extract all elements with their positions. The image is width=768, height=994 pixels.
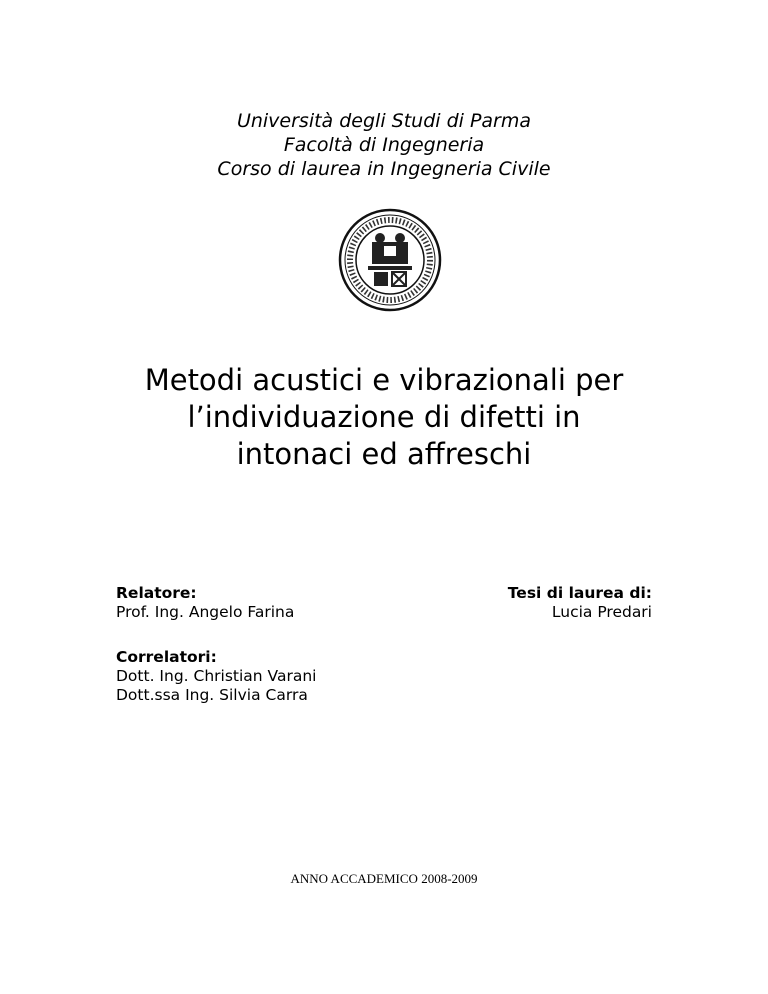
relatore-label: Relatore: bbox=[116, 584, 197, 602]
course-name: Corso di laurea in Ingegneria Civile bbox=[217, 158, 551, 180]
correlatore-name: Dott. Ing. Christian Varani bbox=[116, 667, 317, 685]
author-label: Tesi di laurea di: bbox=[507, 584, 652, 602]
author-name: Lucia Predari bbox=[551, 603, 652, 621]
correlatore-name: Dott.ssa Ing. Silvia Carra bbox=[116, 686, 308, 704]
faculty-name: Facoltà di Ingegneria bbox=[283, 134, 485, 156]
correlatori-label: Correlatori: bbox=[116, 648, 217, 666]
academic-year: ANNO ACCADEMICO 2008-2009 bbox=[290, 871, 478, 886]
header bbox=[0, 109, 768, 181]
thesis-title bbox=[0, 362, 768, 473]
relatore-name: Prof. Ing. Angelo Farina bbox=[116, 603, 295, 621]
title-line: l’individuazione di difetti in bbox=[187, 400, 581, 434]
university-name: Università degli Studi di Parma bbox=[236, 110, 532, 132]
relatore-block bbox=[116, 584, 294, 622]
university-seal-icon bbox=[338, 208, 442, 312]
correlatori-block bbox=[116, 648, 316, 705]
title-line: intonaci ed affreschi bbox=[236, 437, 532, 471]
author-block bbox=[508, 584, 652, 622]
title-line: Metodi acustici e vibrazionali per bbox=[144, 363, 624, 397]
